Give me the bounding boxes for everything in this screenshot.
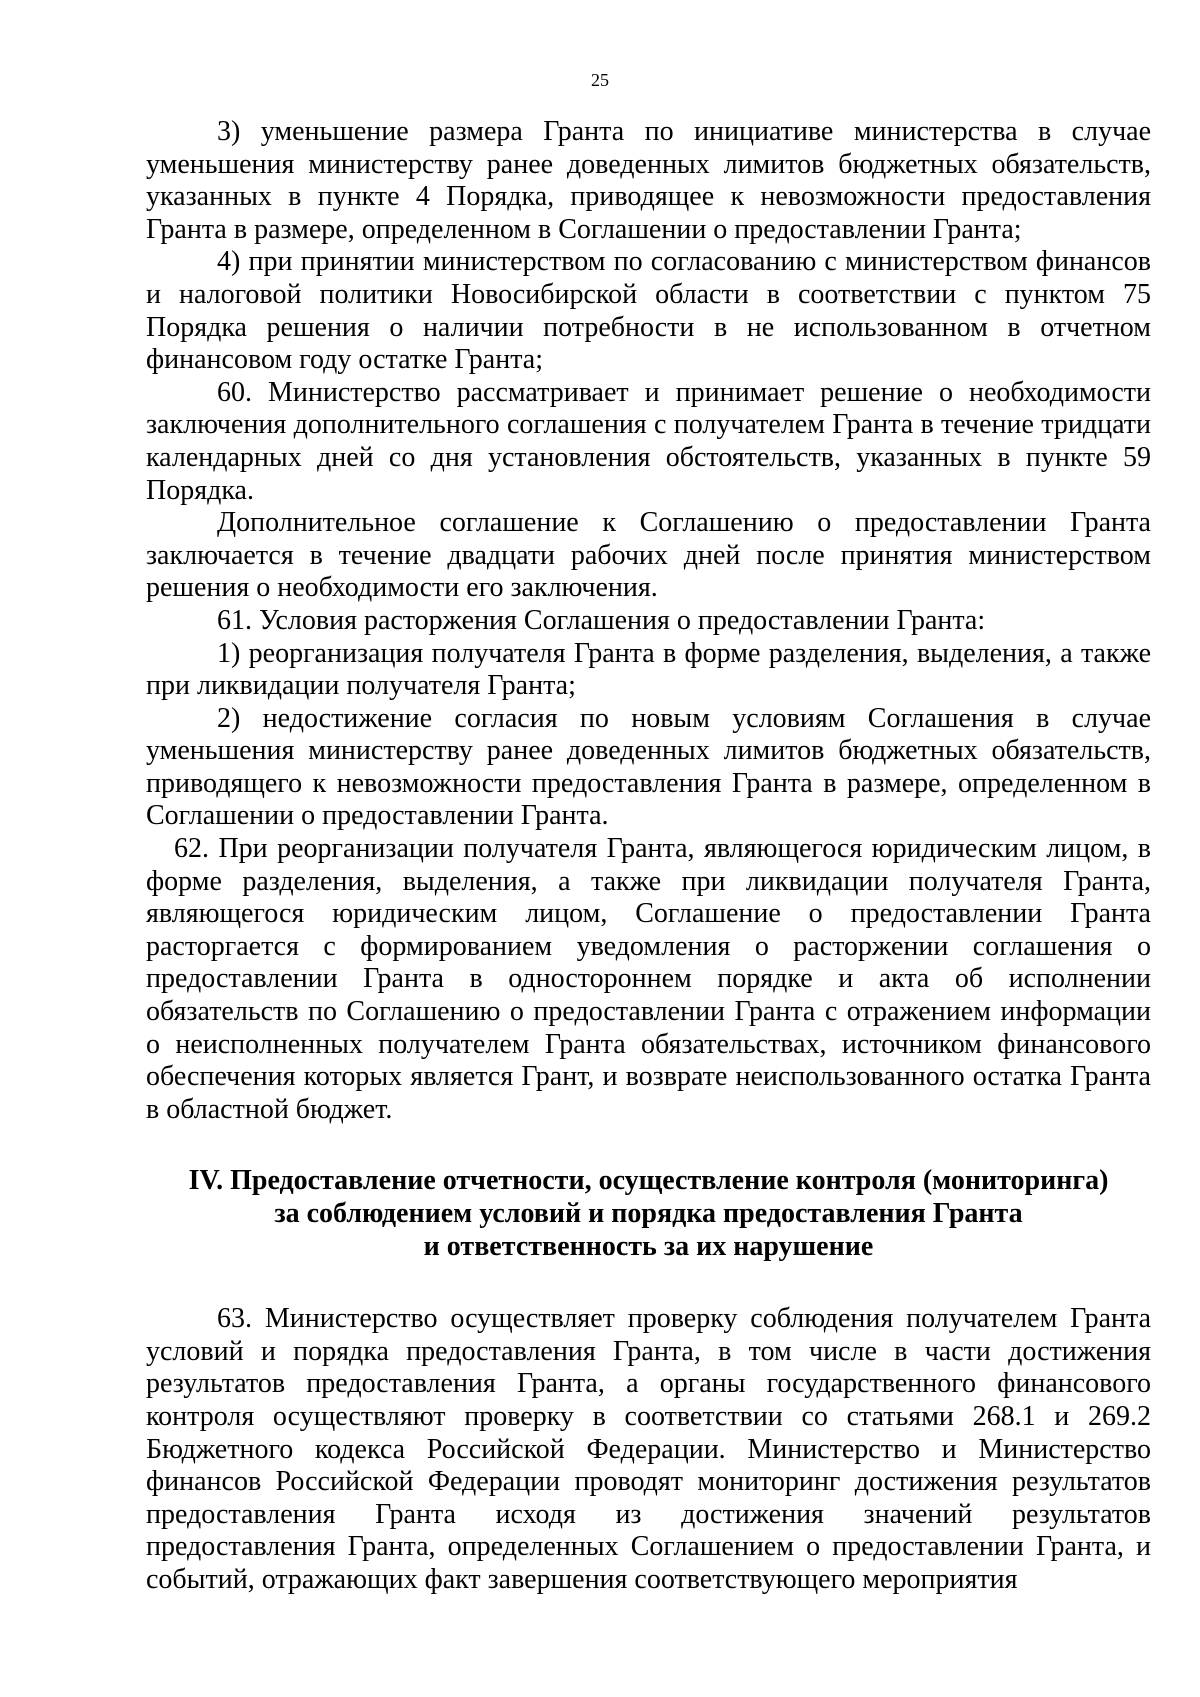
section-heading-line-1: IV. Предоставление отчетности, осуществление контроля (мониторинга) bbox=[188, 1165, 1109, 1197]
paragraph-item-3-grant-reduction: 3) уменьшение размера Гранта по инициативе министерства в случае уменьшения министерству ранее доведенных лимитов бюджетных обязательств, указанных в пункте 4 Порядка, приводящее к невозможности предоставления Гранта в размере, определенном в Соглашении о предоставлении Гранта; bbox=[146, 116, 1151, 245]
paragraph-item-4-unused-balance: 4) при принятии министерством по согласованию с министерством финансов и налоговой политики Новосибирской области в соответствии с пунктом 75 Порядка решения о наличии потребности в не использованном в отчетном финансовом году остатке Гранта; bbox=[146, 246, 1151, 376]
paragraph-additional-agreement-conclusion: Дополнительное соглашение к Соглашению о предоставлении Гранта заключается в течение двадцати рабочих дней после принятия министерством решения о необходимости его заключения. bbox=[146, 507, 1151, 604]
document-body bbox=[146, 116, 1151, 1597]
paragraph-63-verification: 63. Министерство осуществляет проверку соблюдения получателем Гранта условий и порядка предоставления Гранта, в том числе в части достижения результатов предоставления Гранта, а органы государственного финансового контроля осуществляют проверку в соответствии со статьями 268.1 и 269.2 Бюджетного кодекса Российской Федерации. Министерство и Министерство финансов Российской Федерации проводят мониторинг достижения результатов предоставления Гранта исходя из достижения значений результатов предоставления Гранта, определенных Соглашением о предоставлении Гранта, и событий, отражающих факт завершения соответствующего мероприятия bbox=[146, 1303, 1151, 1595]
paragraph-61-item-2-disagreement: 2) недостижение согласия по новым условиям Соглашения в случае уменьшения министерству ранее доведенных лимитов бюджетных обязательств, приводящего к невозможности предоставления Гранта в размере, определенном в Соглашении о предоставлении Гранта. bbox=[146, 702, 1151, 832]
section-heading-line-3: и ответственность за их нарушение bbox=[423, 1230, 874, 1262]
page-number: 25 bbox=[591, 70, 609, 90]
paragraph-62-legal-entity-reorganization: 62. При реорганизации получателя Гранта, являющегося юридическим лицом, в форме разделения, выделения, а также при ликвидации получателя Гранта, являющегося юридическим лицом, Соглашение о предоставлении Гранта расторгается с формированием уведомления о расторжении соглашения о предоставлении Гранта в одностороннем порядке и акта об исполнении обязательств по Соглашению о предоставлении Гранта с отражением информации о неисполненных получателем Гранта обязательствах, источником финансового обеспечения которых является Грант, и возврате неиспользованного остатка Гранта в областной бюджет. bbox=[146, 833, 1151, 1125]
paragraph-60-additional-agreement-decision: 60. Министерство рассматривает и принимает решение о необходимости заключения дополнительного соглашения с получателем Гранта в течение тридцати календарных дней со дня установления обстоятельств, указанных в пункте 59 Порядка. bbox=[146, 376, 1151, 506]
paragraph-61-item-1-reorganization: 1) реорганизация получателя Гранта в форме разделения, выделения, а также при ликвидации получателя Гранта; bbox=[146, 637, 1151, 702]
section-heading bbox=[146, 1165, 1151, 1263]
section-heading-line-2: за соблюдением условий и порядка предоставления Гранта bbox=[274, 1198, 1023, 1229]
paragraph-61-termination-conditions: 61. Условия расторжения Соглашения о предоставлении Гранта: bbox=[217, 604, 986, 636]
